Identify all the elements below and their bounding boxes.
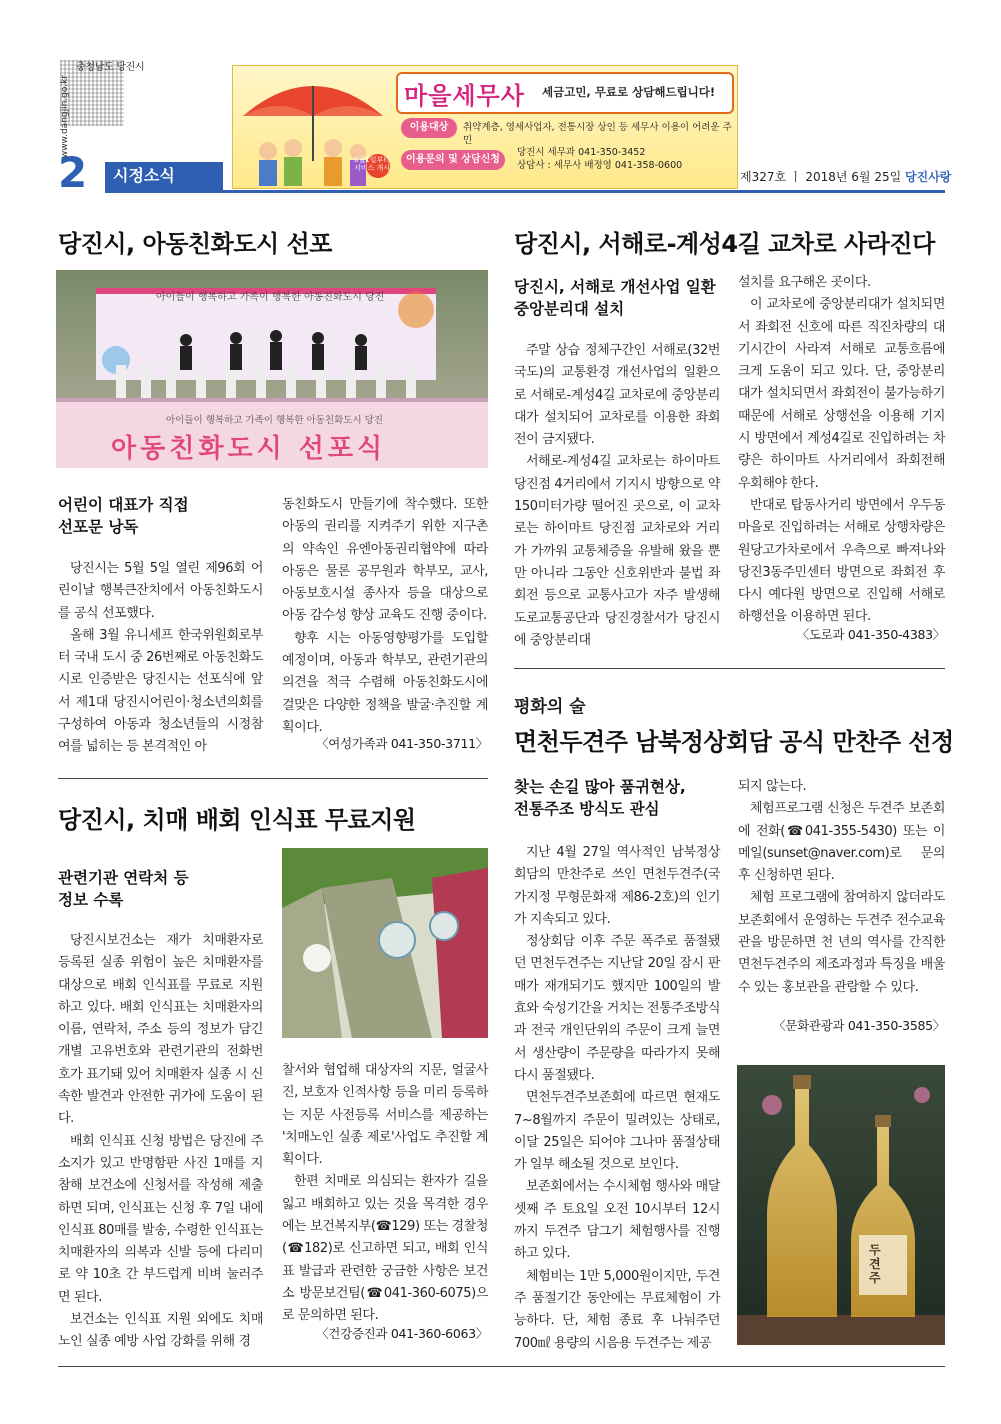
article3-col2 (282, 1060, 488, 1328)
article1-col1 (58, 558, 263, 759)
issue-number: 제327호 (740, 170, 787, 184)
article4-col2-para3: 체험 프로그램에 참여하지 않더라도 보존회에서 운영하는 두견주 전수교육관을 방문하면 천 년의 역사를 간직한 면천두견주의 제조과정과 특징을 배울 수 있는 홍보관을 관람할 수 있다. (738, 890, 945, 995)
article3-photo (282, 848, 488, 1038)
article2-col2-para2: 이 교차로에 중앙분리대가 설치되면서 좌회전 신호에 따른 직진차량의 대기시간이 사라져 서해로 교통흐름에 크게 도움이 되고 있다. 단, 중앙분리대가 설치되면서 좌회전이 불가능하기 때문에 서해로 상행선을 이용해 기지시 방면에서 계성4길로 진입하려는 차량은 하이마트 사거리에서 좌회전해 우회해야 한다. (738, 297, 945, 491)
article3-subhead-line1: 관련기관 연락처 등 (58, 869, 189, 887)
photo1-banner-main: 아동친화도시 선포식 (111, 434, 387, 464)
ad-badge: 6월1일부터 서비스 개시 (353, 156, 391, 172)
article3-col1-para2: 배회 인식표 신청 방법은 당진에 주소지가 있고 반명함판 사진 1매를 지참해 보건소에 신청서를 작성해 제출하면 되며, 인식표는 신청 후 7일 내에 인식표 80매를 발송, 수령한 인식표는 치매환자의 의복과 신발 등에 다리미로 약 10초 간 부드럽게 비벼 눌러주면 된다. (58, 1133, 263, 1305)
article1-col2-para2: 향후 시는 아동영향평가를 도입할 예정이며, 아동과 학부모, 관련기관의 의견을 적극 수렴해 아동친화도시에 걸맞은 다양한 정책을 발굴·추진할 계획이다. (282, 630, 488, 735)
article3-subhead (58, 867, 189, 911)
city-logo: 충청남도 당진시 (76, 62, 145, 73)
header-rule (105, 190, 945, 193)
article4-col1-para5: 체험비는 1만 5,000원이지만, 두견주 품절기간 동안에는 무료체험이 가능하다. 단, 체험 종료 후 나눠주던 700㎖ 용량의 시음용 두견주는 제공 (514, 1268, 720, 1351)
divider-left (58, 778, 488, 779)
article3-col1 (58, 930, 263, 1354)
article4-col1-para3: 면천두견주보존회에 따르면 현재도 7~8월까지 주문이 밀려있는 상태로, 이달 25일은 되어야 그나마 품절상태가 일부 해소될 것으로 보인다. (514, 1090, 720, 1173)
article2-col2 (738, 272, 945, 629)
article4-subhead-line1: 찾는 손길 많아 품귀현상, (514, 778, 686, 796)
article1-subhead-line1: 어린이 대표가 직접 (58, 496, 189, 514)
article2-subhead-line2: 중앙분리대 설치 (514, 300, 625, 318)
article1-headline: 당진시, 아동친화도시 선포 (58, 230, 332, 258)
ad-title-box (396, 72, 734, 114)
article3-headline: 당진시, 치매 배회 인식표 무료지원 (58, 806, 416, 834)
article2-subhead-line1: 당진시, 서해로 개선사업 일환 (514, 278, 716, 296)
article2-col2-para1: 설치를 요구해온 곳이다. (738, 275, 871, 290)
article3-col1-para3: 보건소는 인식표 지원 외에도 치매노인 실종 예방 사업 강화를 위해 경 (58, 1312, 263, 1350)
ad-contact-line2: 상담사 : 세무사 배정영 041-358-0600 (517, 160, 683, 171)
article2-col1 (514, 340, 720, 652)
article4-col2 (738, 776, 945, 999)
photo1-banner-small: 아이들이 행복하고 가족이 행복한 아동친화도시 당진 (166, 415, 383, 426)
article1-col2-para1: 동친화도시 만들기에 착수했다. 또한 아동의 권리를 지켜주기 위한 지구촌의 약속인 유엔아동권리협약에 따라 아동은 물론 공무원과 학부모, 교사, 아동보호시설 종사자 등을 대상으로 아동 감수성 향상 교육도 진행 중이다. (282, 497, 488, 624)
article2-headline: 당진시, 서해로-계성4길 교차로 사라진다 (514, 230, 935, 258)
article3-contact: 〈건강증진과 041-360-6063〉 (316, 1326, 488, 1341)
article4-subhead-line2: 전통주조 방식도 관심 (514, 800, 660, 818)
article4-contact: 〈문화관광과 041-350-3585〉 (773, 1018, 945, 1033)
ad-contact-label: 이용문의 및 상담신청 (401, 150, 505, 170)
article1-col1-para2: 올해 3월 유니세프 한국위원회로부터 국내 도시 중 26번째로 아동친화도시로 인증받은 당진시는 선포식에 앞서 제1대 당진시어린이·청소년의회를 구성하여 아동과 청소년들의 시정참여를 넓히는 등 본격적인 아 (58, 627, 263, 755)
article1-col2 (282, 494, 488, 739)
tax-advisor-ad (232, 65, 738, 189)
article4-col1-para2: 정상회담 이후 주문 폭주로 품절됐던 면천두견주는 지난달 20일 잠시 판매가 재개되기도 했지만 100일의 발효와 숙성기간을 거치는 전통주조방식과 전국 개인단위의 주문이 크게 늘면서 생산량이 주문량을 따라가지 못해 다시 품절됐다. (514, 934, 720, 1083)
section-tag: 시정소식 (105, 162, 223, 190)
article1-col1-para1: 당진시는 5월 5일 열린 제96회 어린이날 행복큰잔치에서 아동친화도시를 공식 선포했다. (58, 561, 263, 621)
article2-subhead (514, 276, 716, 320)
ad-title: 마을세무사 (404, 82, 525, 110)
article4-col1 (514, 842, 720, 1355)
issue-date: 2018년 6월 25일 (805, 170, 902, 184)
article4-col2-para1: 되지 않는다. (738, 779, 807, 794)
page-number: 2 (58, 148, 88, 197)
article4-subhead (514, 776, 686, 820)
article2-col1-para1: 주말 상습 정체구간인 서해로(32번 국도)의 교통환경 개선사업의 일환으로 서해로-계성4길 교차로에 중앙분리대가 설치되어 교차로를 이용한 좌회전이 금지됐다. (514, 343, 720, 448)
photo1-top-text: 아이들이 행복하고 가족이 행복한 아동친화도시 당진 (156, 292, 385, 303)
article3-col1-para1: 당진시보건소는 재가 치매환자로 등록된 실종 위험이 높은 치매환자를 대상으로 배회 인식표를 무료로 지원하고 있다. 배회 인식표는 치매환자의 이름, 연락처, 주소 등의 정보가 담긴 개별 고유번호와 관련기관의 전화번호가 표기돼 있어 치매환자 실종 시 신속한 발견과 안전한 귀가에 도움이 된다. (58, 933, 263, 1127)
article4-kicker: 평화의 술 (514, 697, 586, 717)
ad-contact-line1: 당진시 세무과 041-350-3452 (517, 147, 646, 158)
bottle-label: 두견주 (869, 1243, 881, 1285)
ad-target-text: 취약계층, 영세사업자, 전통시장 상인 등 세무사 이용이 어려운 주민 (463, 122, 732, 146)
article1-subhead-line2: 선포문 낭독 (58, 518, 139, 536)
side-url: www.dangjin.go.kr (60, 75, 70, 159)
article2-contact: 〈도로과 041-350-4383〉 (796, 627, 945, 642)
article4-col1-para4: 보존회에서는 수시체험 행사와 매달 셋째 주 토요일 오전 10시부터 12시까지 두견주 담그기 체험행사를 진행하고 있다. (514, 1179, 720, 1262)
article2-col1-para2: 서해로-계성4길 교차로는 하이마트 당진점 4거리에서 기지시 방향으로 약 150미터가량 떨어진 곳으로, 이 교차로는 하이마트 당진점 교차로와 거리가 가까워 교통체증을 유발해 왔을 뿐만 아니라 그동안 신호위반과 불법 좌회전 등으로 교통사고가 자주 발생해 도로교통공단과 당진경찰서가 당진시에 중앙분리대 (514, 454, 720, 648)
article4-headline: 면천두견주 남북정상회담 공식 만찬주 선정 (514, 728, 954, 756)
ad-subtitle: 세금고민, 무료로 상담해드립니다! (542, 85, 716, 99)
publication-name: 당진사랑 (905, 170, 952, 184)
article1-subhead (58, 494, 189, 538)
article3-col2-para2: 한편 치매로 의심되는 환자가 길을 잃고 배회하고 있는 것을 목격한 경우에는 보건복지부(☎129) 또는 경찰청(☎182)로 신고하면 되고, 배회 인식표 발급과 관련한 궁금한 사항은 보건소 방문보건팀(☎041-360-6075)으로 문의하면 된다. (282, 1174, 488, 1324)
article3-subhead-line2: 정보 수록 (58, 891, 124, 909)
footer-rule (58, 1366, 945, 1367)
article4-col1-para1: 지난 4월 27일 역사적인 남북정상회담의 만찬주로 쓰인 면천두견주(국가지정 무형문화재 제86-2호)의 인기가 지속되고 있다. (514, 845, 720, 927)
article4-col2-para2: 체험프로그램 신청은 두견주 보존회에 전화(☎041-355-5430) 또는 이메일(sunset@naver.com)로 문의 후 신청하면 된다. (738, 801, 945, 884)
article1-photo (56, 270, 488, 468)
article2-col2-para3: 반대로 탑동사거리 방면에서 우두동 마을로 진입하려는 서해로 상행차량은 원당고가차로에서 우측으로 빠져나와 당진3동주민센터 방면으로 좌회전 후 다시 예다원 방면으로 진입해 서해로 하행선을 이용하면 된다. (738, 497, 945, 625)
issue-separator: ㅣ (789, 170, 802, 184)
article1-contact: 〈여성가족과 041-350-3711〉 (316, 736, 488, 751)
article4-photo (737, 1065, 945, 1345)
article3-col2-para1: 찰서와 협업해 대상자의 지문, 얼굴사진, 보호자 인적사항 등을 미리 등록하는 지문 사전등록 서비스를 제공하는 '치매노인 실종 제로'사업도 추진할 계획이다. (282, 1063, 488, 1168)
divider-right (514, 668, 945, 669)
issue-info (740, 168, 951, 185)
ad-target-label: 이용대상 (401, 118, 457, 138)
